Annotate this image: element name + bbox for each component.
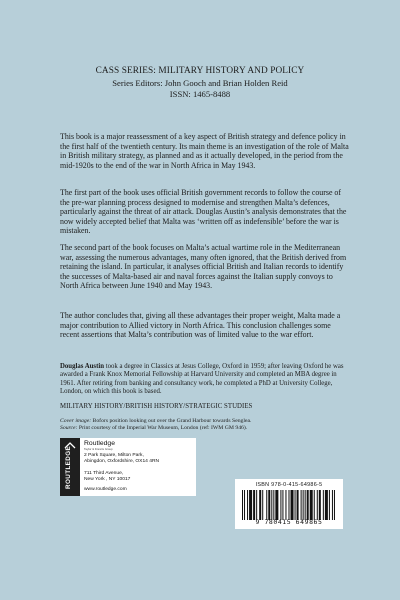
- publisher-box: [60, 438, 196, 496]
- publisher-logo-word: ROUTLEDGE: [65, 445, 72, 489]
- author-bio-text: took a degree in Classics at Jesus College, Oxford in 1959; after leaving Oxford he was awarded a Frank Knox Memorial Fellowship at Harvard University and completed an MBA degree in 1961. After retiring from banking and consultancy work, he completed a PhD at University College, London, on which this book is based.: [60, 363, 344, 396]
- address-line: 711 Third Avenue,: [84, 471, 124, 477]
- series-block: [0, 66, 400, 101]
- barcode-icon: [242, 490, 338, 520]
- series-issn: ISSN: 1465-8488: [169, 89, 231, 99]
- barcode-digits: 9 780415 649865: [255, 518, 323, 526]
- cover-image-text: Bofors position looking out over the Grand Harbour towards Senglea.: [91, 418, 252, 424]
- cover-source-text: Print courtesy of the Imperial War Museum, London (ref: IWM GM 946).: [77, 425, 248, 432]
- series-title: CASS SERIES: MILITARY HISTORY AND POLICY: [95, 66, 305, 76]
- blurb-paragraph: The author concludes that, giving all these advantages their proper weight, Malta made a major contribution to Allied victory in North Africa. This conclusion challenges some recent assertions that Malta’s contribution was of limited value to the war effort.: [60, 311, 341, 340]
- blurb-paragraph: The second part of the book focuses on Malta’s actual wartime role in the Mediterranean war, assessing the numerous advantages, many often ignored, that the British derived from retaining the island. In particular, it analyses official British and Italian records to identify the successes of Malta-based air and naval forces against the Italian supply convoys to North Africa between June 1940 and May 1943.: [60, 243, 347, 291]
- publisher-group: Taylor & Francis Group: [84, 447, 113, 451]
- address-line: 2 Park Square, Milton Park,: [84, 453, 144, 458]
- cover-source-line: [60, 425, 360, 432]
- isbn-text: ISBN 978-0-415-64986-5: [255, 482, 323, 488]
- author-bio: [60, 363, 352, 397]
- subject-categories: MILITARY HISTORY/BRITISH HISTORY/STRATEGIC STUDIES: [60, 403, 253, 410]
- cover-image-label: Cover image:: [60, 418, 92, 424]
- series-editors: Series Editors: John Gooch and Brian Holden Reid: [112, 77, 288, 88]
- author-name: Douglas Austin: [60, 363, 105, 370]
- barcode-box: [235, 479, 343, 529]
- publisher-logo: [60, 438, 80, 496]
- publisher-website: www.routledge.com: [84, 487, 127, 492]
- blurb-paragraph: This book is a major reassessment of a key aspect of British strategy and defence policy in the first half of the twentieth century. Its main theme is an investigation of the role of Malta in British military strategy, as planned and as it actually developed, in the period from the mid-1920s to the end of the war in North Africa in May 1943.: [60, 132, 349, 170]
- publisher-name: Routledge: [84, 440, 115, 447]
- cover-source-label: Source:: [60, 425, 78, 432]
- publisher-address: [84, 453, 196, 483]
- cover-credit: [60, 418, 360, 432]
- address-line: New York , NY 10017: [84, 477, 131, 483]
- address-line: Abingdon, Oxfordshire, OX14 4RN: [84, 459, 160, 465]
- blurb-paragraph: The first part of the book uses official British government records to follow the course of the pre-war planning process designed to modernise and strengthen Malta’s defences, particularly against the threat of air attack. Douglas Austin’s analysis demonstrates that the now widely accepted belief that Malta was ‘written off as indefensible’ before the war is mistaken.: [60, 188, 347, 236]
